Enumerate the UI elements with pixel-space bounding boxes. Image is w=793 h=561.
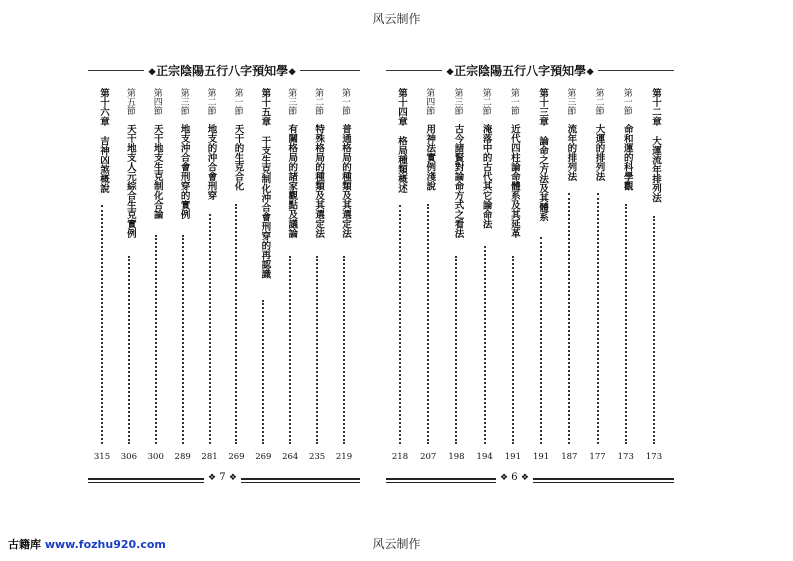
site-name: 古籍库 xyxy=(8,538,41,551)
toc-page-number: 281 xyxy=(201,452,218,462)
toc-leader-dots xyxy=(128,256,130,444)
toc-section[interactable] xyxy=(201,88,218,464)
toc-title: 天干的生克合化 xyxy=(232,124,244,191)
toc-page-number: 269 xyxy=(228,452,245,462)
toc-title: 吉神凶煞概說 xyxy=(98,136,109,193)
toc-chapter[interactable] xyxy=(645,88,663,464)
toc-label: 第四節 xyxy=(424,88,435,115)
toc-section[interactable] xyxy=(335,88,353,464)
toc-label: 第十六章 xyxy=(98,88,109,126)
left-header-title: ❖正宗陰陽五行八字預知學❖ xyxy=(144,62,300,79)
toc-title: 普通格局的種類及其選定法 xyxy=(340,124,351,238)
toc-label: 第一節 xyxy=(508,88,519,115)
toc-page-number: 300 xyxy=(147,452,164,462)
toc-label: 第一節 xyxy=(340,88,350,115)
toc-title: 古今諸賢對論命方式之看法 xyxy=(452,124,464,238)
ornament-icon: ❖ xyxy=(586,68,595,78)
watermark-top: 风云制作 xyxy=(372,12,421,26)
toc-leader-dots xyxy=(625,204,627,445)
toc-leader-dots xyxy=(540,237,542,445)
toc-leader-dots xyxy=(289,256,291,444)
toc-page-number: 218 xyxy=(391,452,409,462)
toc-leader-dots xyxy=(209,214,211,444)
toc-label: 第二節 xyxy=(313,88,324,115)
toc-label: 第十二章 xyxy=(650,88,661,126)
right-toc-columns xyxy=(386,88,674,464)
toc-page-number: 207 xyxy=(420,452,437,462)
toc-page-number: 191 xyxy=(504,452,521,462)
toc-label: 第十三章 xyxy=(537,88,549,126)
toc-title: 大運的排列法 xyxy=(593,124,605,181)
toc-leader-dots xyxy=(512,256,514,444)
toc-leader-dots xyxy=(455,256,457,444)
toc-section[interactable] xyxy=(504,88,521,464)
toc-title: 論命之方法及其體系 xyxy=(537,136,549,222)
left-page-footer xyxy=(88,472,360,486)
toc-section[interactable] xyxy=(228,88,245,464)
toc-title: 特殊格局的種類及其選定法 xyxy=(313,124,325,238)
toc-title: 天干地支人元綜合生克實例 xyxy=(124,124,136,238)
ornament-icon: ❖ xyxy=(228,473,237,483)
toc-section[interactable] xyxy=(282,88,299,464)
toc-label: 第二節 xyxy=(480,88,491,115)
ornament-icon: ❖ xyxy=(500,473,509,483)
toc-page-number: 187 xyxy=(561,452,578,462)
ornament-icon: ❖ xyxy=(446,68,455,78)
toc-page-number: 219 xyxy=(335,452,353,462)
toc-title: 格局種類概述 xyxy=(396,136,407,193)
toc-section[interactable] xyxy=(476,88,493,464)
toc-label: 第三節 xyxy=(286,88,297,115)
toc-chapter[interactable] xyxy=(532,88,550,464)
toc-page-number: 191 xyxy=(532,452,550,462)
toc-label: 第三節 xyxy=(452,88,463,115)
toc-title: 大運流年排列法 xyxy=(650,136,661,203)
right-header-title: ❖正宗陰陽五行八字預知學❖ xyxy=(442,62,598,79)
toc-title: 天干地支生克制化合論 xyxy=(151,124,163,219)
site-url[interactable]: www.fozhu920.com xyxy=(44,538,166,551)
left-toc-columns xyxy=(88,88,360,464)
toc-page-number: 264 xyxy=(282,452,299,462)
toc-chapter[interactable] xyxy=(255,88,272,464)
toc-page-number: 269 xyxy=(255,452,272,462)
toc-section[interactable] xyxy=(561,88,578,464)
toc-page-number: 315 xyxy=(93,452,111,462)
left-folio: ❖ 7 ❖ xyxy=(204,472,241,483)
toc-title: 命和運的科學觀 xyxy=(621,124,633,191)
toc-page-number: 177 xyxy=(589,452,606,462)
toc-section[interactable] xyxy=(147,88,164,464)
toc-leader-dots xyxy=(155,235,157,444)
toc-label: 第一節 xyxy=(621,88,632,115)
toc-section[interactable] xyxy=(174,88,191,464)
toc-label: 第三節 xyxy=(178,88,189,115)
toc-page-number: 173 xyxy=(645,452,663,462)
ornament-icon: ❖ xyxy=(520,473,529,483)
toc-label: 第五節 xyxy=(124,88,135,115)
toc-page-number: 198 xyxy=(448,452,465,462)
toc-chapter[interactable] xyxy=(93,88,111,464)
toc-page-number: 289 xyxy=(174,452,191,462)
toc-chapter[interactable] xyxy=(391,88,409,464)
toc-title: 近代四柱論命體系及其延革 xyxy=(508,124,520,238)
toc-leader-dots xyxy=(653,216,655,445)
toc-leader-dots xyxy=(484,246,486,445)
right-page xyxy=(386,58,674,494)
right-page-footer xyxy=(386,472,674,486)
toc-label: 第二節 xyxy=(593,88,604,115)
toc-section[interactable] xyxy=(308,88,326,464)
right-folio: ❖ 6 ❖ xyxy=(496,472,533,483)
toc-leader-dots xyxy=(182,235,184,444)
left-page-header xyxy=(88,62,360,80)
toc-title: 地支的沖合會刑穿 xyxy=(205,124,217,200)
toc-label: 第四節 xyxy=(151,88,162,115)
toc-label: 第十四章 xyxy=(396,88,407,126)
toc-section[interactable] xyxy=(420,88,437,464)
toc-leader-dots xyxy=(427,204,429,445)
ornament-icon: ❖ xyxy=(208,473,217,483)
toc-title: 淹落中的古代其它論命法 xyxy=(480,124,492,229)
toc-leader-dots xyxy=(316,256,318,444)
toc-title: 干支生克制化沖合會刑穿的再認識 xyxy=(259,136,271,279)
right-page-header xyxy=(386,62,674,80)
toc-label: 第三節 xyxy=(565,88,576,115)
toc-section[interactable] xyxy=(617,88,634,464)
toc-leader-dots xyxy=(262,300,264,445)
watermark-bottom: 风云制作 xyxy=(372,537,421,551)
toc-label: 第二節 xyxy=(205,88,216,115)
left-page xyxy=(88,58,360,494)
toc-leader-dots xyxy=(235,204,237,445)
toc-leader-dots xyxy=(597,193,599,444)
toc-leader-dots xyxy=(568,193,570,444)
toc-title: 用神法實例淺說 xyxy=(424,124,436,191)
toc-title: 流年的排列法 xyxy=(565,124,577,181)
ornament-icon: ❖ xyxy=(288,68,297,78)
toc-section[interactable] xyxy=(589,88,606,464)
ornament-icon: ❖ xyxy=(148,68,157,78)
toc-section[interactable] xyxy=(448,88,465,464)
toc-page-number: 306 xyxy=(120,452,137,462)
toc-page-number: 173 xyxy=(617,452,634,462)
toc-title: 有關格局的諸家觀點及議論 xyxy=(286,124,298,238)
toc-page-number: 235 xyxy=(308,452,326,462)
toc-leader-dots xyxy=(399,205,401,444)
toc-leader-dots xyxy=(343,256,345,444)
site-logo[interactable] xyxy=(8,536,166,552)
toc-title: 地支沖合會刑穿的實例 xyxy=(178,124,190,219)
toc-label: 第十五章 xyxy=(259,88,271,126)
toc-page-number: 194 xyxy=(476,452,493,462)
toc-section[interactable] xyxy=(120,88,137,464)
toc-leader-dots xyxy=(101,205,103,444)
toc-label: 第一節 xyxy=(232,88,243,115)
